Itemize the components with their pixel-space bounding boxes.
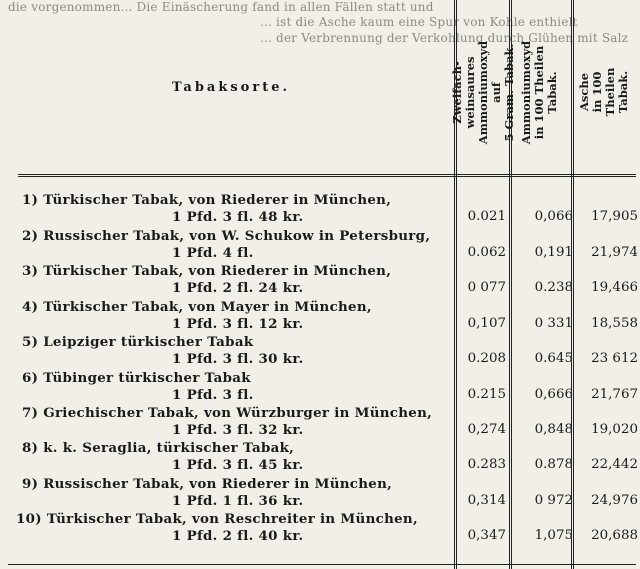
row-weinsaures: 0.021 — [467, 209, 506, 224]
bleed-through-line-3: ... der Verbrennung der Verkohlung durch Glühen mit Salz — [260, 31, 629, 45]
row-price: 1 Pfd. 3 fl. 45 kr. — [172, 457, 304, 473]
table-row — [22, 299, 638, 335]
table-row — [16, 511, 638, 547]
row-price: 1 Pfd. 3 fl. 32 kr. — [172, 422, 304, 438]
table-row — [22, 263, 638, 299]
row-ammoniumoxyd: 0,066 — [534, 209, 573, 224]
row-price: 1 Pfd. 3 fl. 12 kr. — [172, 316, 304, 332]
row-ammoniumoxyd: 0,666 — [534, 387, 573, 402]
table-row — [22, 192, 638, 228]
row-weinsaures: 0,107 — [467, 316, 506, 331]
row-weinsaures: 0,314 — [467, 493, 506, 508]
table-bottom-line — [8, 564, 636, 565]
row-name: 9) Russischer Tabak, von Riederer in München, — [22, 476, 393, 492]
row-asche: 20,688 — [591, 528, 638, 543]
row-weinsaures: 0,347 — [467, 528, 506, 543]
row-asche: 21,767 — [591, 387, 638, 402]
row-asche: 22,442 — [591, 457, 638, 472]
row-price: 1 Pfd. 2 fl. 24 kr. — [172, 280, 304, 296]
row-price: 1 Pfd. 3 fl. — [172, 387, 254, 403]
header-col-asche: Asche in 100 Theilen Tabak. — [577, 67, 630, 117]
row-weinsaures: 0.062 — [467, 245, 506, 260]
row-price: 1 Pfd. 3 fl. 48 kr. — [172, 209, 304, 225]
row-ammoniumoxyd: 0,848 — [534, 422, 573, 437]
row-asche: 19,020 — [591, 422, 638, 437]
header-tabaksorte: Tabaksorte. — [171, 80, 290, 95]
row-asche: 17,905 — [591, 209, 638, 224]
row-name: 8) k. k. Seraglia, türkischer Tabak, — [22, 440, 295, 456]
row-price: 1 Pfd. 4 fl. — [172, 245, 254, 261]
row-asche: 23 612 — [591, 351, 638, 366]
tobacco-table — [8, 0, 636, 569]
table-row — [22, 370, 638, 406]
row-weinsaures: 0.208 — [467, 351, 506, 366]
row-asche: 19,466 — [591, 280, 638, 295]
header-divider — [18, 174, 636, 177]
row-name: 4) Türkischer Tabak, von Mayer in München, — [22, 299, 372, 315]
table-row — [22, 228, 638, 264]
table-row — [22, 440, 638, 476]
row-price: 1 Pfd. 1 fl. 36 kr. — [172, 493, 304, 509]
row-price: 1 Pfd. 2 fl. 40 kr. — [172, 528, 304, 544]
row-ammoniumoxyd: 0 972 — [534, 493, 573, 508]
row-name: 6) Tübinger türkischer Tabak — [22, 370, 251, 386]
row-name: 1) Türkischer Tabak, von Riederer in München, — [22, 192, 392, 208]
bleed-through-line-2: ... ist die Asche kaum eine Spur von Kohle enthielt — [260, 15, 578, 29]
row-price: 1 Pfd. 3 fl. 30 kr. — [172, 351, 304, 367]
header-col-ammoniumoxyd: Ammoniumoxyd in 100 Theilen Tabak. — [519, 40, 560, 144]
table-row — [22, 405, 638, 441]
row-weinsaures: 0.215 — [467, 387, 506, 402]
row-name: 3) Türkischer Tabak, von Riederer in München, — [22, 263, 392, 279]
row-ammoniumoxyd: 0 331 — [534, 316, 573, 331]
row-ammoniumoxyd: 0,191 — [534, 245, 573, 260]
table-row — [22, 476, 638, 512]
row-asche: 24,976 — [591, 493, 638, 508]
row-weinsaures: 0.283 — [467, 457, 506, 472]
header-col-weinsaures: Zweifach-weinsaures Ammoniumoxyd auf 5 Gram. Tabak. — [450, 40, 517, 144]
row-name: 2) Russischer Tabak, von W. Schukow in Petersburg, — [22, 228, 431, 244]
row-name: 5) Leipziger türkischer Tabak — [22, 334, 254, 350]
row-ammoniumoxyd: 0.645 — [534, 351, 573, 366]
table-row — [22, 334, 638, 370]
row-weinsaures: 0 077 — [467, 280, 506, 295]
row-ammoniumoxyd: 0.878 — [534, 457, 573, 472]
row-asche: 21,974 — [591, 245, 638, 260]
row-name: 7) Griechischer Tabak, von Würzburger in München, — [22, 405, 433, 421]
row-name: 10) Türkischer Tabak, von Reschreiter in München, — [16, 511, 418, 527]
row-ammoniumoxyd: 0.238 — [534, 280, 573, 295]
bleed-through-line-1: die vorgenommen... Die Einäscherung fand in allen Fällen statt und — [8, 0, 434, 14]
row-weinsaures: 0,274 — [467, 422, 506, 437]
row-ammoniumoxyd: 1,075 — [534, 528, 573, 543]
row-asche: 18,558 — [591, 316, 638, 331]
